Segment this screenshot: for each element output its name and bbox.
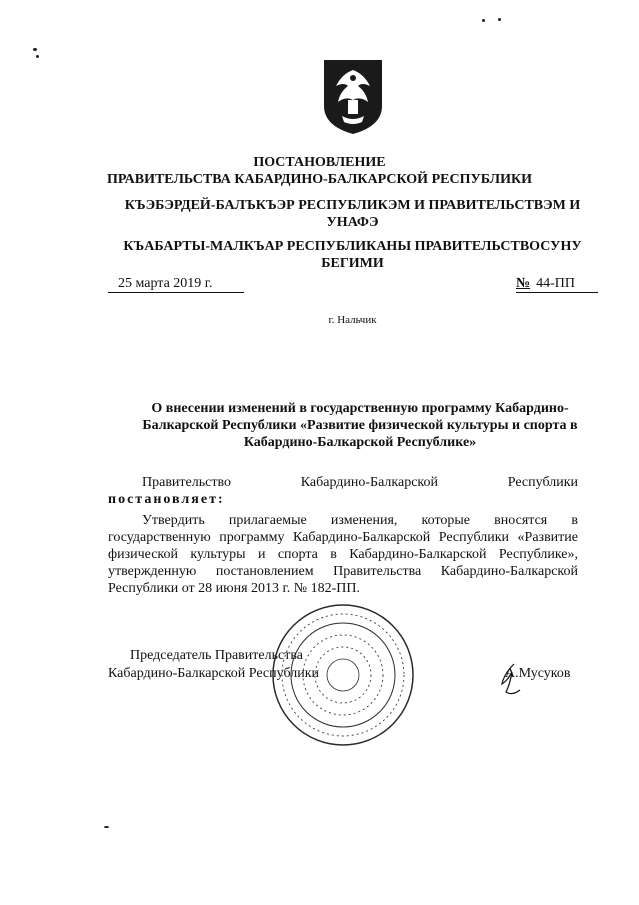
document-title: О внесении изменений в государственную программу Кабардино-Балкарской Республики «Развитие физической культуры и спорта в Кабардино-Балкарской Республике» xyxy=(142,401,578,450)
signer-role-line1: Председатель Правительства xyxy=(130,648,303,663)
scan-speck xyxy=(36,55,39,58)
signer-name: А.Мусуков xyxy=(505,666,571,681)
scan-speck xyxy=(498,18,501,21)
scan-speck xyxy=(104,826,109,828)
document-type: ПОСТАНОВЛЕНИЕ xyxy=(253,155,386,170)
number-value: 44-ПП xyxy=(536,276,575,291)
decree-paragraph: Утвердить прилагаемые изменения, которые вносятся в государственную программу Кабардино-Балкарской Республики «Развитие физической культуры и спорта в Кабардино-Балкарской Республике», утвержденную постановлением Правительства Кабардино-Балкарской Республики от 28 июня 2013 г. № 182-ПП. xyxy=(108,513,578,596)
kabardian-title: КЪЭБЭРДЕЙ-БАЛЪКЪЭР РЕСПУБЛИКЭМ И ПРАВИТЕЛЬСТВЭМ И УНАФЭ xyxy=(124,198,581,230)
scan-speck xyxy=(482,19,485,22)
document-date: 25 марта 2019 г. xyxy=(108,276,244,293)
government-name: ПРАВИТЕЛЬСТВА КАБАРДИНО-БАЛКАРСКОЙ РЕСПУБЛИКИ xyxy=(106,172,533,187)
document-number xyxy=(516,276,598,293)
city: г. Нальчик xyxy=(328,314,377,326)
coat-of-arms-icon xyxy=(318,56,388,136)
signer-role-line2: Кабардино-Балкарской Республики xyxy=(108,666,319,681)
decree-word: постановляет: xyxy=(108,492,225,507)
scan-speck xyxy=(33,48,37,51)
balkar-title: КЪАБАРТЫ-МАЛКЪАР РЕСПУБЛИКАНЫ ПРАВИТЕЛЬСТВОСУНУ БЕГИМИ xyxy=(123,239,582,271)
number-label: № xyxy=(516,276,531,291)
preamble: Правительство Кабардино-Балкарской Республики xyxy=(142,475,578,490)
